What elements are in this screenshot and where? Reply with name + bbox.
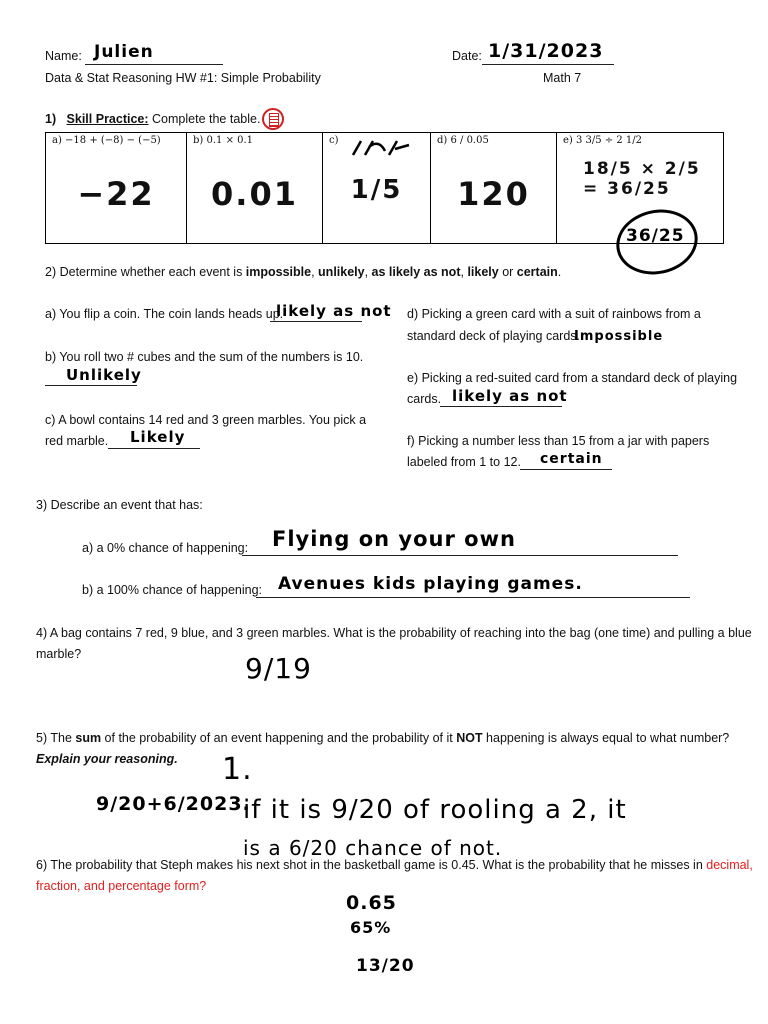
cell-prompt: e) 3 3/5 ÷ 2 1/2: [563, 135, 643, 146]
q2-word-or: or: [498, 265, 517, 279]
q3a-line: [242, 555, 678, 556]
q2-word-as-likely: as likely as not: [371, 265, 461, 279]
q5-word-not: NOT: [456, 731, 483, 745]
q2b-line: [45, 385, 137, 386]
cell-prompt: d) 6 / 0.05: [437, 135, 489, 146]
cell-prompt: b) 0.1 × 0.1: [193, 135, 254, 146]
q4-text2: marble?: [36, 647, 82, 661]
q6-answer-percent[interactable]: 65%: [350, 918, 392, 937]
q5-answer-line1[interactable]: if it is 9/20 of rooling a 2, it: [243, 795, 627, 825]
q2b-text: b) You roll two # cubes and the sum of the numbers is 10.: [45, 350, 364, 364]
q2e-text2: cards.: [407, 392, 442, 406]
q3b-text: b) a 100% chance of happening:: [82, 583, 262, 597]
q2f-text2: labeled from 1 to 12.: [407, 455, 521, 469]
q6-text1: [36, 858, 753, 872]
q1-heading: [45, 112, 260, 126]
q2e-answer[interactable]: likely as not: [452, 387, 568, 405]
q2b-answer[interactable]: Unlikely: [66, 366, 142, 384]
cell-prompt: c): [329, 135, 339, 146]
name-value[interactable]: Julien: [94, 42, 154, 62]
q3a-answer[interactable]: Flying on your own: [272, 527, 516, 551]
table-cell-c: [323, 133, 431, 244]
q2-word-unlikely: unlikely: [318, 265, 365, 279]
q2c-answer[interactable]: Likely: [130, 428, 186, 446]
q2a-answer[interactable]: likely as not: [276, 302, 392, 320]
q2d-text2: standard deck of playing cards.: [407, 329, 581, 343]
date-line: [482, 64, 614, 65]
q5-text-part1: 5) The: [36, 731, 76, 745]
q2d-answer[interactable]: Impossible: [574, 329, 664, 344]
q1-label: Skill Practice:: [66, 112, 149, 126]
q2-intro-text: 2) Determine whether each event is: [45, 265, 246, 279]
q2-word-certain: certain: [516, 265, 558, 279]
q2a-text: a) You flip a coin. The coin lands heads up.: [45, 307, 284, 321]
q5-text: [36, 731, 729, 745]
q2-word-likely: likely: [467, 265, 499, 279]
circled-answer-text: 36/25: [626, 226, 685, 246]
cell-answer[interactable]: 1/5: [350, 175, 403, 205]
q2e-text1: e) Picking a red-suited card from a standard deck of playing: [407, 371, 738, 385]
cell-answer[interactable]: −22: [77, 175, 155, 213]
q2e-line: [440, 406, 562, 407]
q2-word-impossible: impossible: [245, 265, 312, 279]
q2f-line: [520, 469, 612, 470]
q5-answer-line2[interactable]: is a 6/20 chance of not.: [243, 836, 503, 860]
q4-text1: 4) A bag contains 7 red, 9 blue, and 3 green marbles. What is the probability of reaching into the bag (one time) and pulling a blue: [36, 626, 752, 640]
name-label: Name:: [45, 49, 82, 63]
cell-answer[interactable]: 0.01: [211, 175, 298, 213]
date-value[interactable]: 1/31/2023: [488, 40, 604, 62]
table-cell-b: [187, 133, 323, 244]
q5-explain-text: Explain your reasoning: [36, 752, 175, 766]
q2c-text2: red marble.: [45, 434, 109, 448]
q2a-line: [270, 321, 362, 322]
q2f-answer[interactable]: certain: [540, 451, 603, 467]
q6-text2: fraction, and percentage form?: [36, 879, 207, 893]
q6-text-main: 6) The probability that Steph makes his next shot in the basketball game is 0.45. What is the probability that he misses in: [36, 858, 707, 872]
q5-answer-equation[interactable]: 9/20+6/2023.: [96, 793, 251, 815]
cell-answer[interactable]: 18/5 × 2/5 = 36/25: [583, 159, 701, 199]
course-label: Math 7: [543, 71, 582, 85]
cell-prompt: a) −18 + (−8) − (−5): [52, 135, 161, 146]
q6-text-red1: decimal,: [706, 858, 753, 872]
q3b-line: [256, 597, 690, 598]
q3b-answer[interactable]: Avenues kids playing games.: [278, 574, 583, 594]
date-label: Date:: [452, 49, 482, 63]
q6-answer-fraction[interactable]: 13/20: [356, 956, 415, 976]
q3-intro: 3) Describe an event that has:: [36, 498, 203, 512]
table-cell-d: [431, 133, 557, 244]
q5-answer-number[interactable]: 1.: [222, 752, 253, 787]
q2d-text1: d) Picking a green card with a suit of rainbows from a: [407, 307, 701, 321]
q1-number: 1): [45, 112, 57, 126]
q1-instruction: Complete the table.: [152, 112, 261, 126]
q5-text-part2: of the probability of an event happening and the probability of it: [101, 731, 457, 745]
worksheet-title: Data & Stat Reasoning HW #1: Simple Probability: [45, 71, 321, 85]
q6-answer-decimal[interactable]: 0.65: [346, 892, 397, 914]
q5-explain-label: Explain your reasoning.: [36, 752, 178, 766]
q4-answer[interactable]: 9/19: [245, 652, 312, 685]
scribble-icon: [349, 137, 413, 159]
q2-intro: 2) Determine whether each event is impossible, unlikely, as likely as not, likely or certain.: [45, 265, 562, 279]
table-cell-a: [46, 133, 187, 244]
q2c-text1: c) A bowl contains 14 red and 3 green marbles. You pick a: [45, 413, 367, 427]
q5-word-sum: sum: [75, 731, 102, 745]
q2f-text1: f) Picking a number less than 15 from a jar with papers: [407, 434, 710, 448]
calculator-icon: [262, 108, 284, 130]
q3a-text: a) a 0% chance of happening:: [82, 541, 249, 555]
cell-answer[interactable]: 120: [457, 175, 530, 213]
q2c-line: [108, 448, 200, 449]
q5-text-part3: happening is always equal to what number?: [482, 731, 730, 745]
name-line: [85, 64, 223, 65]
